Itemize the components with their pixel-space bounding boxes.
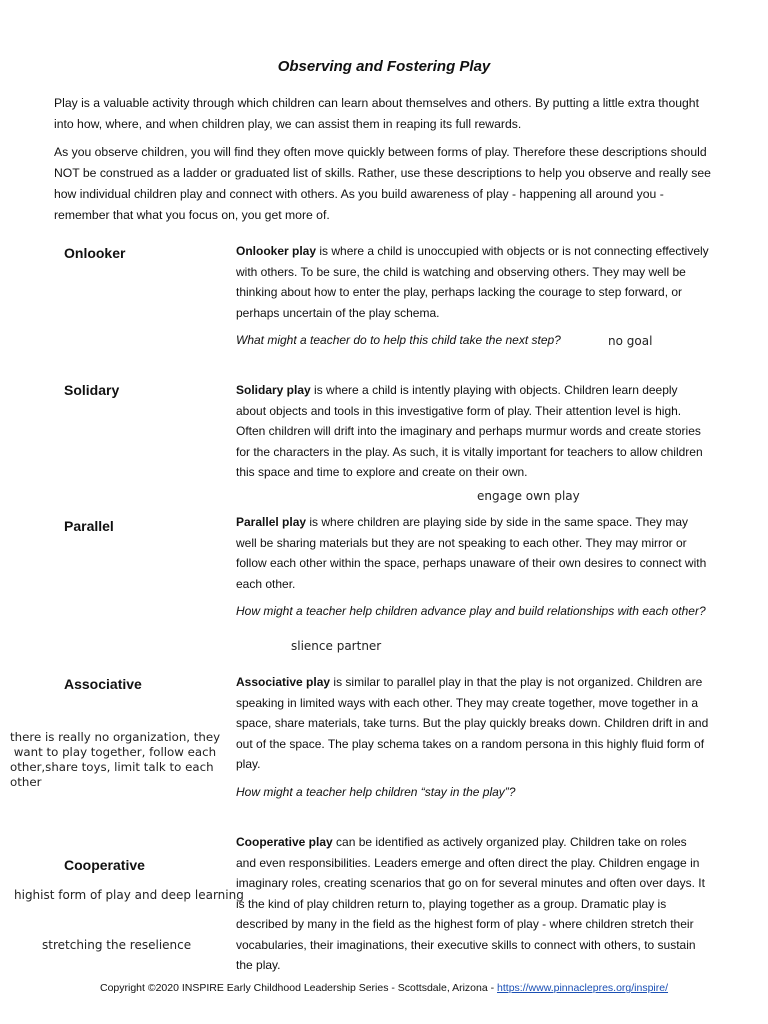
footer — [0, 982, 768, 994]
note-cooperative-1: highist form of play and deep learning — [14, 888, 244, 902]
question-parallel: How might a teacher help children advance play and build relationships with each other? — [236, 604, 706, 618]
desc-cooperative-lead: Cooperative play — [236, 835, 333, 849]
note-associative: there is really no organization, they want to play together, follow each other,share toys, limit talk to each other — [10, 730, 221, 789]
desc-parallel — [236, 512, 710, 594]
term-solidary: Solidary — [64, 382, 120, 398]
term-parallel: Parallel — [64, 518, 114, 534]
footer-link[interactable]: https://www.pinnaclepres.org/inspire/ — [497, 982, 669, 994]
note-cooperative-2: stretching the reselience — [42, 938, 192, 952]
desc-cooperative — [236, 832, 710, 976]
desc-onlooker-text: is where a child is unoccupied with objects or is not connecting effectively with others. To be sure, the child is watching and observing others. They may well be thinking about how to enter the play, perhaps lacking the courage to step forward, or perhaps uncertain of the play schema. — [236, 244, 709, 320]
note-solidary: engage own play — [477, 489, 580, 503]
desc-parallel-text: is where children are playing side by side in the same space. They may well be sharing materials but they are not speaking to each other. They may mirror or follow each other within the space, perhaps unaware of their own desires to connect with each other. — [236, 515, 707, 591]
page-title: Observing and Fostering Play — [277, 58, 491, 75]
term-associative: Associative — [64, 676, 142, 692]
desc-solidary — [236, 380, 710, 483]
intro-paragraph-1: Play is a valuable activity through which children can learn about themselves and others. By putting a little extra thought into how, where, and when children play, we can assist them in reaping its full rewards. — [54, 96, 699, 131]
note-parallel: slience partner — [291, 639, 382, 653]
desc-associative-lead: Associative play — [236, 675, 331, 689]
desc-cooperative-text: can be identified as actively organized play. Children take on roles and even responsibilities. Leaders emerge and often direct the play. Children engage in imaginary roles, creating scenarios that go on for several minutes and often over days. It is the kind of play children return to, playing together as a group. Dramatic play is described by many in the field as the highest form of play - where children stretch their vocabularies, their imaginations, their executive skills to connect with others, to sustain the play. — [236, 835, 705, 972]
desc-onlooker — [236, 241, 710, 323]
term-cooperative: Cooperative — [64, 857, 145, 873]
desc-solidary-lead: Solidary play — [236, 383, 311, 397]
question-associative: How might a teacher help children “stay in the play”? — [236, 785, 516, 799]
question-onlooker: What might a teacher do to help this child take the next step? — [236, 333, 561, 347]
desc-onlooker-lead: Onlooker play — [236, 244, 317, 258]
desc-solidary-text: is where a child is intently playing with objects. Children learn deeply about objects and tools in this investigative form of play. Their attention level is high. Often children will drift into the imaginary and perhaps murmur words and create stories for the characters in the play. As such, it is vitally important for teachers to allow children this space and time to explore and create on their own. — [236, 383, 703, 479]
desc-parallel-lead: Parallel play — [236, 515, 307, 529]
intro-paragraph-2: As you observe children, you will find they often move quickly between forms of play. Therefore these descriptions should NOT be construed as a ladder or graduated list of skills. Rather, use these descriptions to help you observe and really see how individual children play and connect with others. As you build awareness of play - happening all around you - remember that what you focus on, you get more of. — [54, 145, 711, 222]
desc-associative — [236, 672, 710, 775]
footer-text: Copyright ©2020 INSPIRE Early Childhood Leadership Series - Scottsdale, Arizona - — [99, 982, 498, 994]
term-onlooker: Onlooker — [64, 245, 126, 261]
desc-associative-text: is similar to parallel play in that the play is not organized. Children are speaking in limited ways with each other. They may create together, move together in a space, share materials, take turns. But the play quickly breaks down. Children drift in and out of the space. The play schema takes on a random persona in this highly fluid form of play. — [236, 675, 709, 771]
note-onlooker: no goal — [608, 334, 653, 348]
